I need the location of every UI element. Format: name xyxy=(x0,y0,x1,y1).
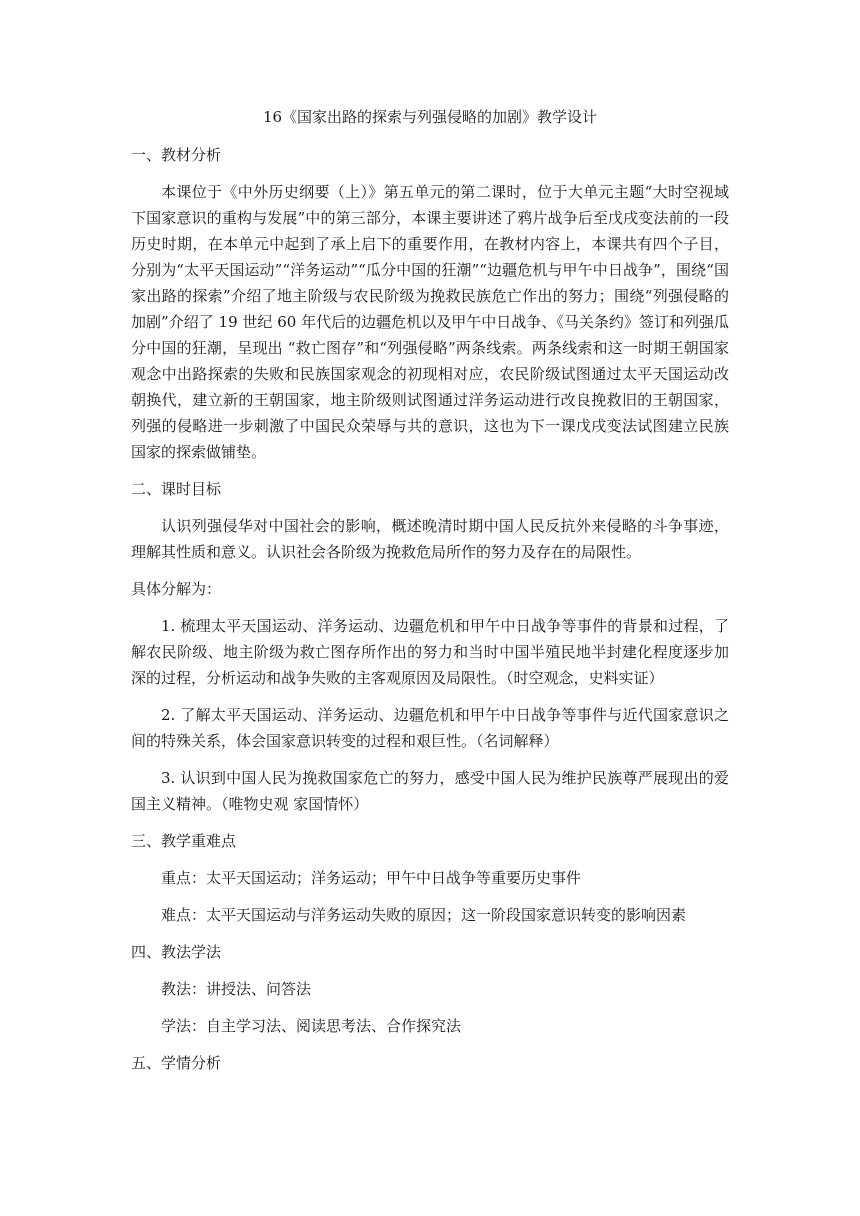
teaching-method-text: 教法：讲授法、问答法 xyxy=(161,980,312,998)
section-heading-key-points: 三、教学重难点 xyxy=(131,832,237,850)
difficult-point-text: 难点：太平天国运动与洋务运动失败的原因；这一阶段国家意识转变的影响因素 xyxy=(161,906,687,924)
learning-method-text: 学法：自主学习法、阅读思考法、合作探究法 xyxy=(161,1017,462,1035)
section-heading-analysis: 一、教材分析 xyxy=(131,146,222,164)
document-body xyxy=(131,104,729,1087)
section-heading-objectives: 二、课时目标 xyxy=(131,480,222,498)
section-heading-student-analysis: 五、学情分析 xyxy=(131,1054,222,1072)
analysis-paragraph: 本课位于《中外历史纲要（上）》第五单元的第二课时，位于大单元主题“大时空视域下国家意识的重构与发展”中的第三部分，本课主要讲述了鸦片战争后至戊戌变法前的一段历史时期，在本单元中起到了承上启下的重要作用，在教材内容上，本课共有四个子目，分别为“太平天国运动”“洋务运动”“瓜分中国的狂潮”“边疆危机与甲午中日战争”，围绕“国家出路的探索”介绍了地主阶级与农民阶级为挽救民族危亡作出的努力；围绕“列强侵略的加剧”介绍了 19 世纪 60 年代后的边疆危机以及甲午中日战争、《马关条约》签订和列强瓜分中国的狂潮，呈现出 “救亡图存”和“列强侵略”两条线索。两条线索和这一时期王朝国家观念中出路探索的失败和民族国家观念的初现相对应，农民阶级试图通过太平天国运动改朝换代，建立新的王朝国家，地主阶级则试图通过洋务运动进行改良挽救旧的王朝国家，列强的侵略进一步刺激了中国民众荣辱与共的意识，这也为下一课戊戌变法试图建立民族国家的探索做铺垫。 xyxy=(131,183,729,461)
objective-item-3: 3. 认识到中国人民为挽救国家危亡的努力，感受中国人民为维护民族尊严展现出的爱国主义精神。（唯物史观 家国情怀） xyxy=(131,769,729,813)
key-point-text: 重点：太平天国运动；洋务运动；甲午中日战争等重要历史事件 xyxy=(161,869,582,887)
objectives-paragraph: 认识列强侵华对中国社会的影响，概述晚清时期中国人民反抗外来侵略的斗争事迹，理解其性质和意义。认识社会各阶级为挽救危局所作的努力及存在的局限性。 xyxy=(131,517,729,561)
document-title: 16《国家出路的探索与列强侵略的加剧》教学设计 xyxy=(262,108,598,126)
objective-item-1: 1. 梳理太平天国运动、洋务运动、边疆危机和甲午中日战争等事件的背景和过程，了解农民阶级、地主阶级为救亡图存所作出的努力和当时中国半殖民地半封建化程度逐步加深的过程，分析运动和战争失败的主客观原因及局限性。（时空观念，史料实证） xyxy=(131,617,729,687)
section-heading-methods: 四、教法学法 xyxy=(131,943,222,961)
breakdown-label: 具体分解为： xyxy=(131,580,222,598)
objective-item-2: 2. 了解太平天国运动、洋务运动、边疆危机和甲午中日战争等事件与近代国家意识之间的特殊关系，体会国家意识转变的过程和艰巨性。（名词解释） xyxy=(131,706,729,750)
